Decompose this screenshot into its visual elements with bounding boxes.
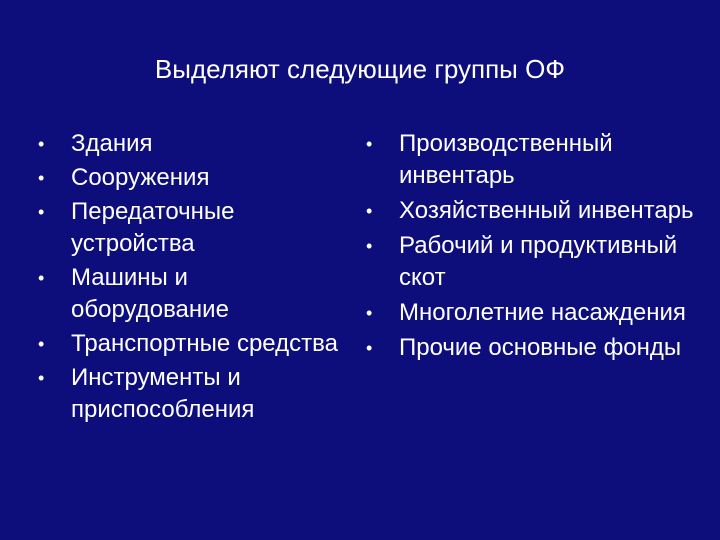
- list-item: [366, 128, 696, 192]
- list-item-text: Инструменты и приспособления: [71, 364, 255, 423]
- bullet-icon: •: [366, 236, 373, 256]
- list-item-text: Многолетние насаждения: [399, 299, 686, 326]
- bullet-icon: •: [366, 201, 373, 221]
- list-item: [366, 230, 696, 294]
- bullet-icon: •: [366, 338, 373, 358]
- list-item: [38, 162, 338, 194]
- left-column-list: [38, 128, 338, 428]
- list-item: [38, 196, 338, 260]
- list-item-text: Передаточные устройства: [71, 198, 235, 257]
- bullet-icon: •: [366, 303, 373, 323]
- bullet-icon: •: [38, 134, 45, 154]
- list-item-text: Хозяйственный инвентарь: [399, 197, 694, 224]
- right-column-list: [366, 128, 696, 367]
- list-item-text: Здания: [71, 130, 153, 157]
- list-item-text: Прочие основные фонды: [399, 334, 682, 361]
- bullet-icon: •: [38, 368, 45, 388]
- bullet-icon: •: [38, 168, 45, 188]
- bullet-icon: •: [38, 268, 45, 288]
- list-item-text: Рабочий и продуктивный скот: [399, 232, 678, 291]
- list-item-text: Производственный инвентарь: [399, 130, 613, 189]
- list-item: [366, 297, 696, 329]
- bullet-icon: •: [38, 334, 45, 354]
- list-item: [366, 332, 696, 364]
- list-item: [38, 128, 338, 160]
- bullet-icon: •: [366, 134, 373, 154]
- list-item: [366, 195, 696, 227]
- slide-title: Выделяют следующие группы ОФ: [154, 54, 566, 84]
- list-item-text: Транспортные средства: [71, 330, 338, 357]
- list-item: [38, 362, 338, 426]
- list-item-text: Сооружения: [71, 164, 210, 191]
- bullet-icon: •: [38, 202, 45, 222]
- list-item: [38, 262, 338, 326]
- list-item: [38, 328, 338, 360]
- list-item-text: Машины и оборудование: [71, 264, 229, 323]
